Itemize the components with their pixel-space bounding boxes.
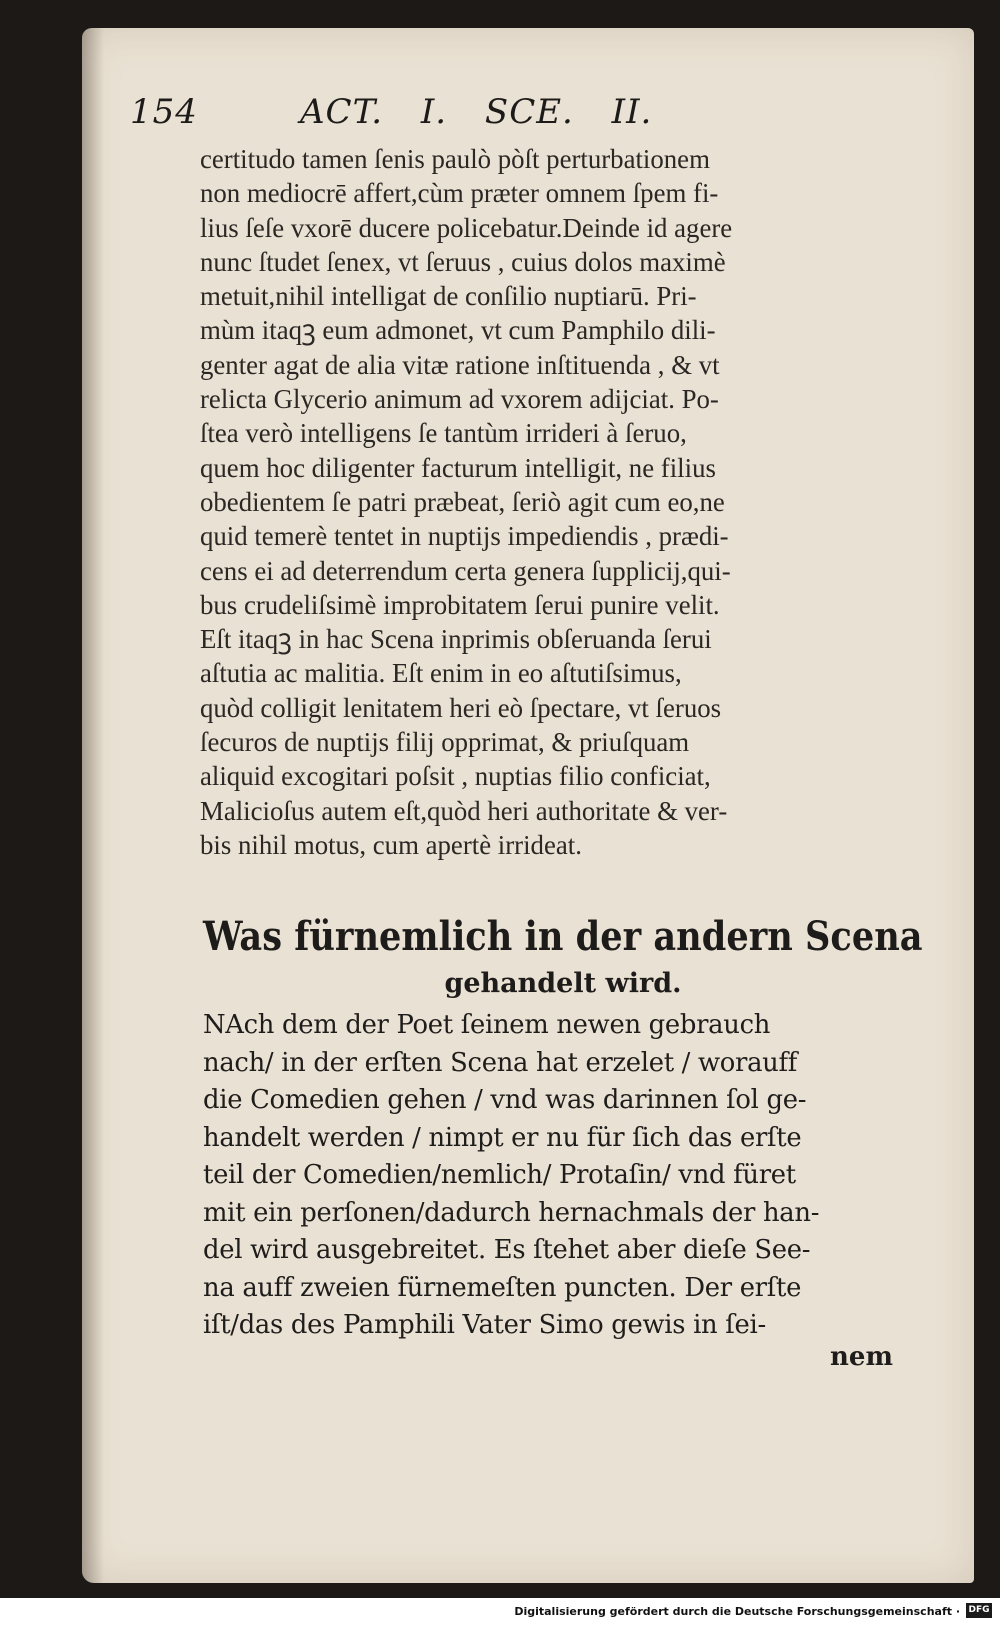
- page-number: 154: [130, 92, 198, 132]
- text-line: relicta Glycerio animum ad vxorem adijciat. Po-: [200, 384, 719, 415]
- text-line: quòd colligit lenitatem heri eò ſpectare, vt ſeruos: [200, 692, 722, 723]
- text-line: na auff zweien fürnemeſten puncten. Der erſte: [203, 1272, 802, 1303]
- text-line: die Comedien gehen / vnd was darinnen ſol ge-: [203, 1085, 807, 1115]
- text-line: ſecuros de nuptijs filij opprimat, & priuſquam: [200, 727, 690, 758]
- text-line: Malicioſus autem eſt,quòd heri authoritate & ver-: [200, 795, 728, 826]
- text-line: ſtea verò intelligens ſe tantùm irrideri à ſeruo,: [200, 418, 687, 449]
- text-line: nunc ſtudet ſenex, vt ſeruus , cuius dolos maximè: [200, 246, 726, 277]
- text-line: aſtutia ac malitia. Eſt enim in eo aſtutiſsimus,: [200, 658, 682, 689]
- text-line: nach/ in der erſten Scena hat erzelet / worauff: [203, 1047, 798, 1078]
- text-line: bis nihil motus, cum apertè irrideat.: [200, 829, 582, 860]
- section-heading: [203, 912, 923, 1004]
- header-title: ACT. I. SCE. II.: [300, 92, 653, 132]
- text-line: iſt/das des Pamphili Vater Simo gewis in ſei-: [203, 1310, 766, 1340]
- latin-paragraph: [200, 142, 930, 862]
- text-line: obedientem ſe patri præbeat, ſeriò agit cum eo,ne: [200, 486, 725, 517]
- text-line: lius ſeſe vxorē ducere policebatur.Deinde id agere: [200, 212, 733, 243]
- text-line: non mediocrē affert,cùm præter omnem ſpem fi-: [200, 178, 719, 209]
- text-line: bus crudeliſsimè improbitatem ſerui punire velit.: [200, 589, 720, 620]
- text-line: aliquid excogitari poſsit , nuptias filio conficiat,: [200, 761, 711, 792]
- text-line: quid temerè tentet in nuptijs impediendis , prædi-: [200, 521, 729, 552]
- heading-line: Was fürnemlich in der andern Scena: [203, 913, 923, 960]
- text-line: quem hoc diligenter facturum intelligit, ne filius: [200, 452, 716, 483]
- text-line: genter agat de alia vitæ ratione inſtituenda , & vt: [200, 349, 720, 380]
- german-paragraph: [203, 1007, 923, 1345]
- heading-subline: gehandelt wird.: [444, 968, 682, 999]
- page-spine-shadow: [82, 28, 104, 1583]
- text-line: Eſt itaqꝫ in hac Scena inprimis obſeruanda ſerui: [200, 624, 712, 655]
- text-line: handelt werden / nimpt er nu für ſich das erſte: [203, 1122, 802, 1153]
- dfg-logo-icon: DFG: [966, 1603, 992, 1618]
- running-header: [130, 92, 850, 136]
- text-line: certitudo tamen ſenis paulò pòſt perturbationem: [200, 144, 710, 174]
- text-line: mit ein perſonen/dadurch hernachmals der han-: [203, 1197, 820, 1228]
- text-line: mùm itaqꝫ eum admonet, vt cum Pamphilo dili-: [200, 315, 716, 346]
- catchword: nem: [830, 1342, 893, 1372]
- text-line: teil der Comedien/nemlich/ Protaſin/ vnd füret: [203, 1160, 796, 1190]
- text-line: metuit,nihil intelligat de conſilio nuptiarū. Pri-: [200, 281, 697, 312]
- text-line: NAch dem der Poet ſeinem newen gebrauch: [203, 1010, 771, 1040]
- text-line: cens ei ad deterrendum certa genera ſupplicij,qui-: [200, 555, 731, 586]
- footer-credit: Digitalisierung gefördert durch die Deutsche Forschungsgemeinschaft ·: [514, 1605, 960, 1618]
- digitization-footer: [0, 1598, 1000, 1627]
- text-line: del wird ausgebreitet. Es ſtehet aber dieſe See-: [203, 1235, 811, 1265]
